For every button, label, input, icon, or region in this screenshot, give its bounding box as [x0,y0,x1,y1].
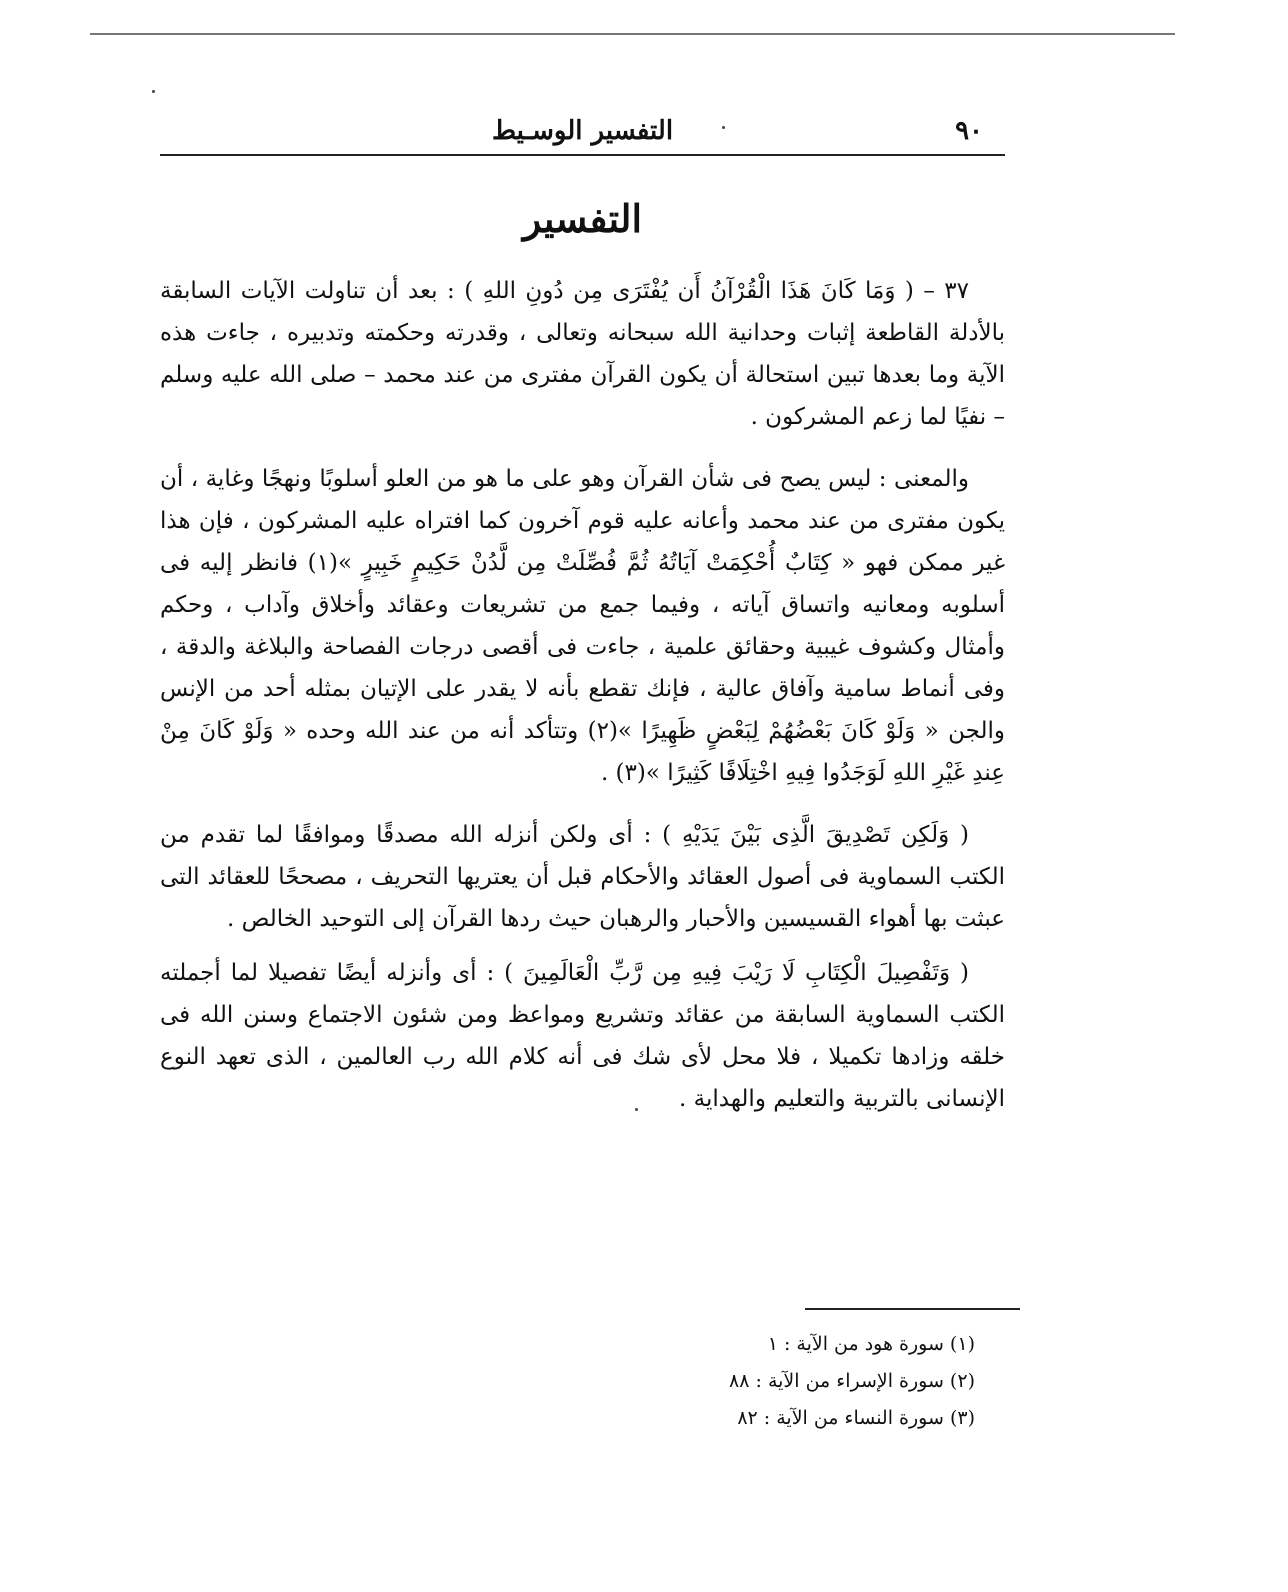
scan-speck [152,90,155,93]
footnote-2: (٢) سورة الإسراء من الآية : ٨٨ [729,1370,975,1392]
paragraph-meaning: والمعنى : ليس يصح فى شأن القرآن وهو على ما هو من العلو أسلوبًا ونهجًا وغاية ، أن يكون مفترى من عند محمد وأعانه عليه قوم آخرون كما افتراه عليه المشركون ، فإن هذا غير ممكن فهو « كِتَابٌ أُحْكِمَتْ آيَاتُهُ ثُمَّ فُصِّلَتْ مِن لَّدُنْ حَكِيمٍ خَبِيرٍ »(١) فانظر إليه فى أسلوبه ومعانيه واتساق آياته ، وفيما جمع من تشريعات وعقائد وأخلاق وآداب ، وحكم وأمثال وكشوف غيبية وحقائق علمية ، جاءت فى أقصى درجات الفصاحة والبلاغة والدقة ، وفى أنماط سامية وآفاق عالية ، فإنك تقطع بأنه لا يقدر على الإتيان بمثله أحد من الإنس والجن « وَلَوْ كَانَ بَعْضُهُمْ لِبَعْضٍ ظَهِيرًا »(٢) وتتأكد أنه من عند الله وحده « وَلَوْ كَانَ مِنْ عِندِ غَيْرِ اللهِ لَوَجَدُوا فِيهِ اخْتِلَافًا كَثِيرًا »(٣) . [160,466,1006,786]
running-title: التفسير الوسـيط [491,116,674,146]
paragraph-confirmation: ( وَلَكِن تَصْدِيقَ الَّذِى بَيْنَ يَدَيْهِ ) : أى ولكن أنزله الله مصدقًا وموافقًا لما تقدم من الكتب السماوية فى أصول العقائد والأحكام قبل أن يعتريها التحريف ، مصححًا للعقائد التى عبثت بها أهواء القسيسين والأحبار والرهبان حيث ردها القرآن إلى التوحيد الخالص . [160,822,1005,932]
page-header [160,110,1005,154]
main-text [160,270,1005,1120]
page-number: ٩٠ [955,116,983,146]
footnote-1: (١) سورة هود من الآية : ١ [767,1333,975,1355]
top-scan-border [90,33,1175,35]
section-title: التفسير [522,196,643,241]
footnote-3: (٣) سورة النساء من الآية : ٨٢ [737,1407,975,1429]
header-rule [160,154,1005,156]
footnotes [560,1326,975,1437]
paragraph-verse-37: ٣٧ – ( وَمَا كَانَ هَذَا الْقُرْآنُ أَن يُفْتَرَى مِن دُونِ اللهِ ) : بعد أن تناولت الآيات السابقة بالأدلة القاطعة إثبات وحدانية الله سبحانه وتعالى ، وقدرته وحكمته وتدبيره ، جاءت هذه الآية وما بعدها تبين استحالة أن يكون القرآن مفترى من عند محمد – صلى الله عليه وسلم – نفيًا لما زعم المشركون . [160,278,1005,430]
paragraph-detailing: ( وَتَفْصِيلَ الْكِتَابِ لَا رَيْبَ فِيهِ مِن رَّبِّ الْعَالَمِينَ ) : أى وأنزله أيضًا تفصيلا لما أجملته الكتب السماوية السابقة من عقائد وتشريع ومواعظ ومن شئون الاجتماع وسنن الله فى خلقه وزادها تكميلا ، فلا محل لأى شك فى أنه كلام الله رب العالمين ، الذى تعهد النوع الإنسانى بالتربية والتعليم والهداية . [160,960,1005,1112]
footnote-rule [805,1308,1020,1310]
